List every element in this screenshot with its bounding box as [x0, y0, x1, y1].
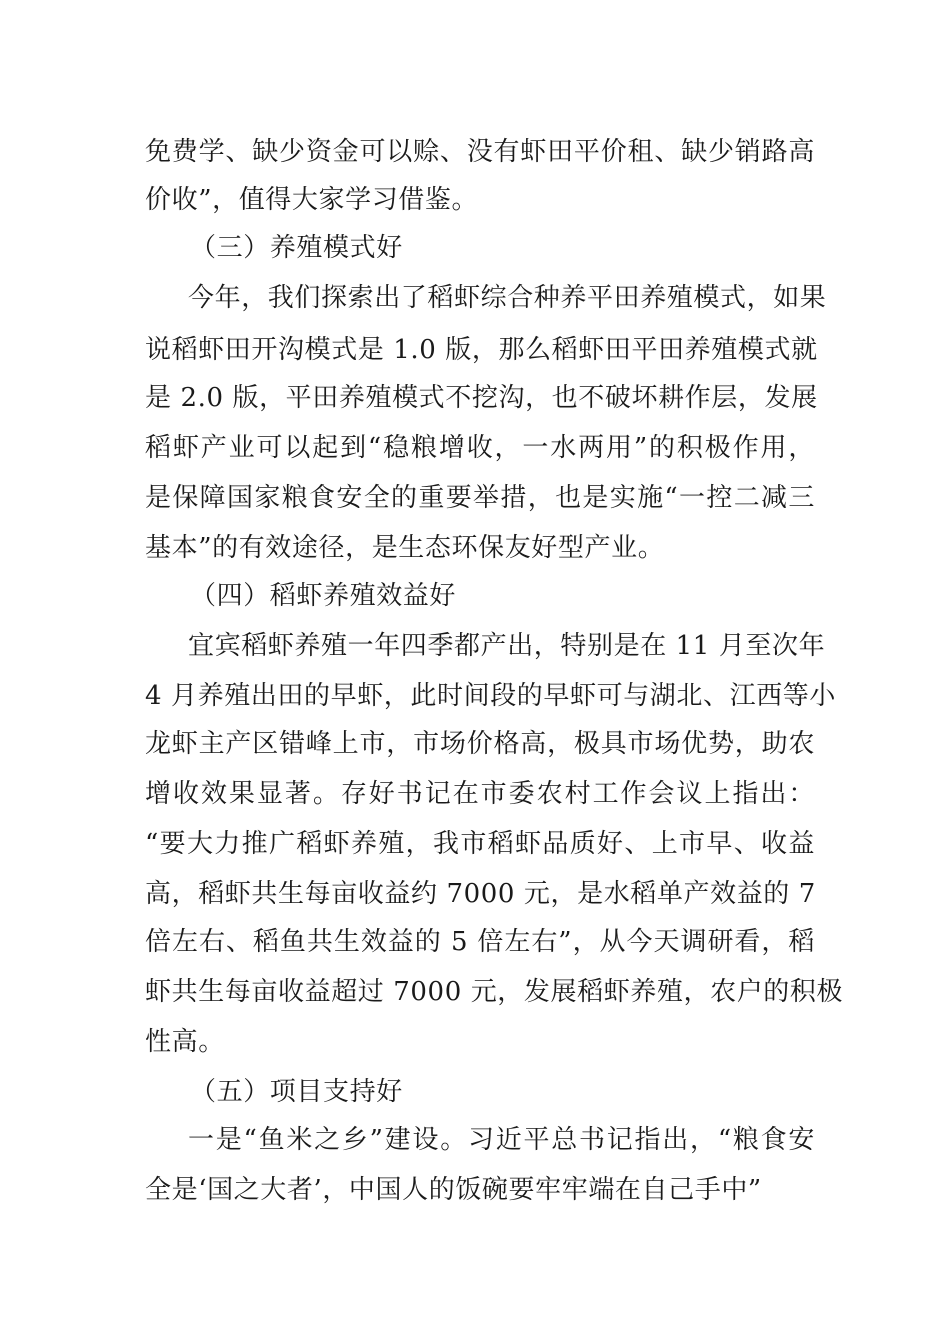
section-heading: （三）养殖模式好	[190, 233, 403, 263]
paragraph-line: 价收”，值得大家学习借鉴。	[145, 185, 479, 215]
paragraph-line: 4 月养殖出田的早虾，此时间段的早虾可与湖北、江西等小	[145, 681, 837, 711]
paragraph-line: 一是“鱼米之乡”建设。习近平总书记指出，“粮食安	[188, 1125, 815, 1155]
paragraph-line: 龙虾主产区错峰上市，市场价格高，极具市场优势，助农	[145, 729, 815, 759]
paragraph-line: 虾共生每亩收益超过 7000 元，发展稻虾养殖，农户的积极	[145, 977, 844, 1007]
paragraph-line: 说稻虾田开沟模式是 1.0 版，那么稻虾田平田养殖模式就	[145, 335, 818, 365]
section-heading: （五）项目支持好	[190, 1077, 403, 1107]
paragraph-line: 基本”的有效途径，是生态环保友好型产业。	[145, 533, 665, 563]
paragraph-line: “要大力推广稻虾养殖，我市稻虾品质好、上市早、收益	[145, 829, 815, 859]
paragraph-line: 免费学、缺少资金可以赊、没有虾田平价租、缺少销路高	[145, 137, 815, 167]
paragraph-line: 今年，我们探索出了稻虾综合种养平田养殖模式，如果	[188, 283, 827, 313]
paragraph-line: 宜宾稻虾养殖一年四季都产出，特别是在 11 月至次年	[188, 631, 826, 661]
paragraph-line: 高，稻虾共生每亩收益约 7000 元，是水稻单产效益的 7	[145, 879, 816, 909]
paragraph-line: 性高。	[145, 1027, 225, 1057]
paragraph-line: 全是‘国之大者’，中国人的饭碗要牢牢端在自己手中”	[145, 1175, 762, 1205]
paragraph-line: 倍左右、稻鱼共生效益的 5 倍左右”，从今天调研看，稻	[145, 927, 815, 957]
paragraph-line: 是保障国家粮食安全的重要举措，也是实施“一控二减三	[145, 483, 815, 513]
paragraph-line: 是 2.0 版，平田养殖模式不挖沟，也不破坏耕作层，发展	[145, 383, 818, 413]
paragraph-line: 稻虾产业可以起到“稳粮增收，一水两用”的积极作用，	[145, 433, 815, 463]
section-heading: （四）稻虾养殖效益好	[190, 581, 457, 611]
paragraph-line: 增收效果显著。存好书记在市委农村工作会议上指出：	[145, 779, 815, 809]
